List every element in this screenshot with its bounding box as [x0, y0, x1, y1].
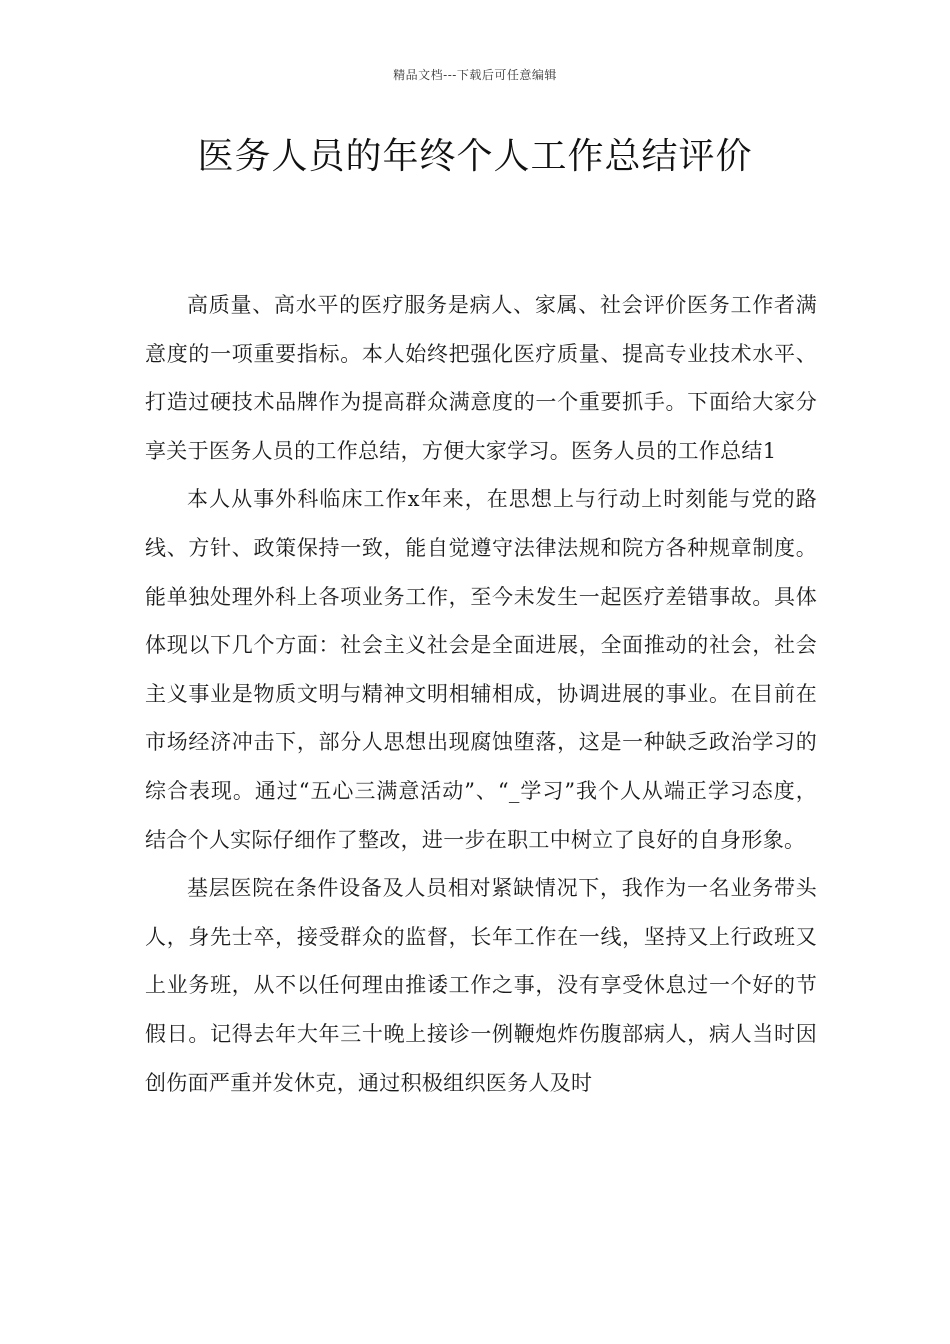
- document-title: 医务人员的年终个人工作总结评价: [197, 136, 753, 177]
- paragraph-grassroots-hospital: 基层医院在条件设备及人员相对紧缺情况下，我作为一名业务带头人，身先士卒，接受群众的监督，长年工作在一线，坚持又上行政班又上业务班，从不以任何理由推诿工作之事，没有享受休息过一个好的节假日。记得去年大年三十晚上接诊一例鞭炮炸伤腹部病人，病人当时因创伤面严重并发休克，通过积极组织医务人及时: [145, 876, 817, 1095]
- paragraph-work-summary: 本人从事外科临床工作x年来，在思想上与行动上时刻能与党的路线、方针、政策保持一致，能自觉遵守法律法规和院方各种规章制度。能单独处理外科上各项业务工作，至今未发生一起医疗差错事故。具体体现以下几个方面：社会主义社会是全面进展，全面推动的社会，社会主义事业是物质文明与精神文明相辅相成，协调进展的事业。在目前在市场经济冲击下，部分人思想出现腐蚀堕落，这是一种缺乏政治学习的综合表现。通过“五心三满意活动”、“_学习”我个人从端正学习态度，结合个人实际仔细作了整改，进一步在职工中树立了良好的自身形象。: [145, 487, 817, 852]
- paragraph-intro: 高质量、高水平的医疗服务是病人、家属、社会评价医务工作者满意度的一项重要指标。本人始终把强化医疗质量、提高专业技术水平、打造过硬技术品牌作为提高群众满意度的一个重要抓手。下面给大家分享关于医务人员的工作总结，方便大家学习。医务人员的工作总结1: [145, 293, 817, 463]
- document-body: [145, 281, 817, 1107]
- header-note: 精品文档---下载后可任意编辑: [393, 68, 557, 82]
